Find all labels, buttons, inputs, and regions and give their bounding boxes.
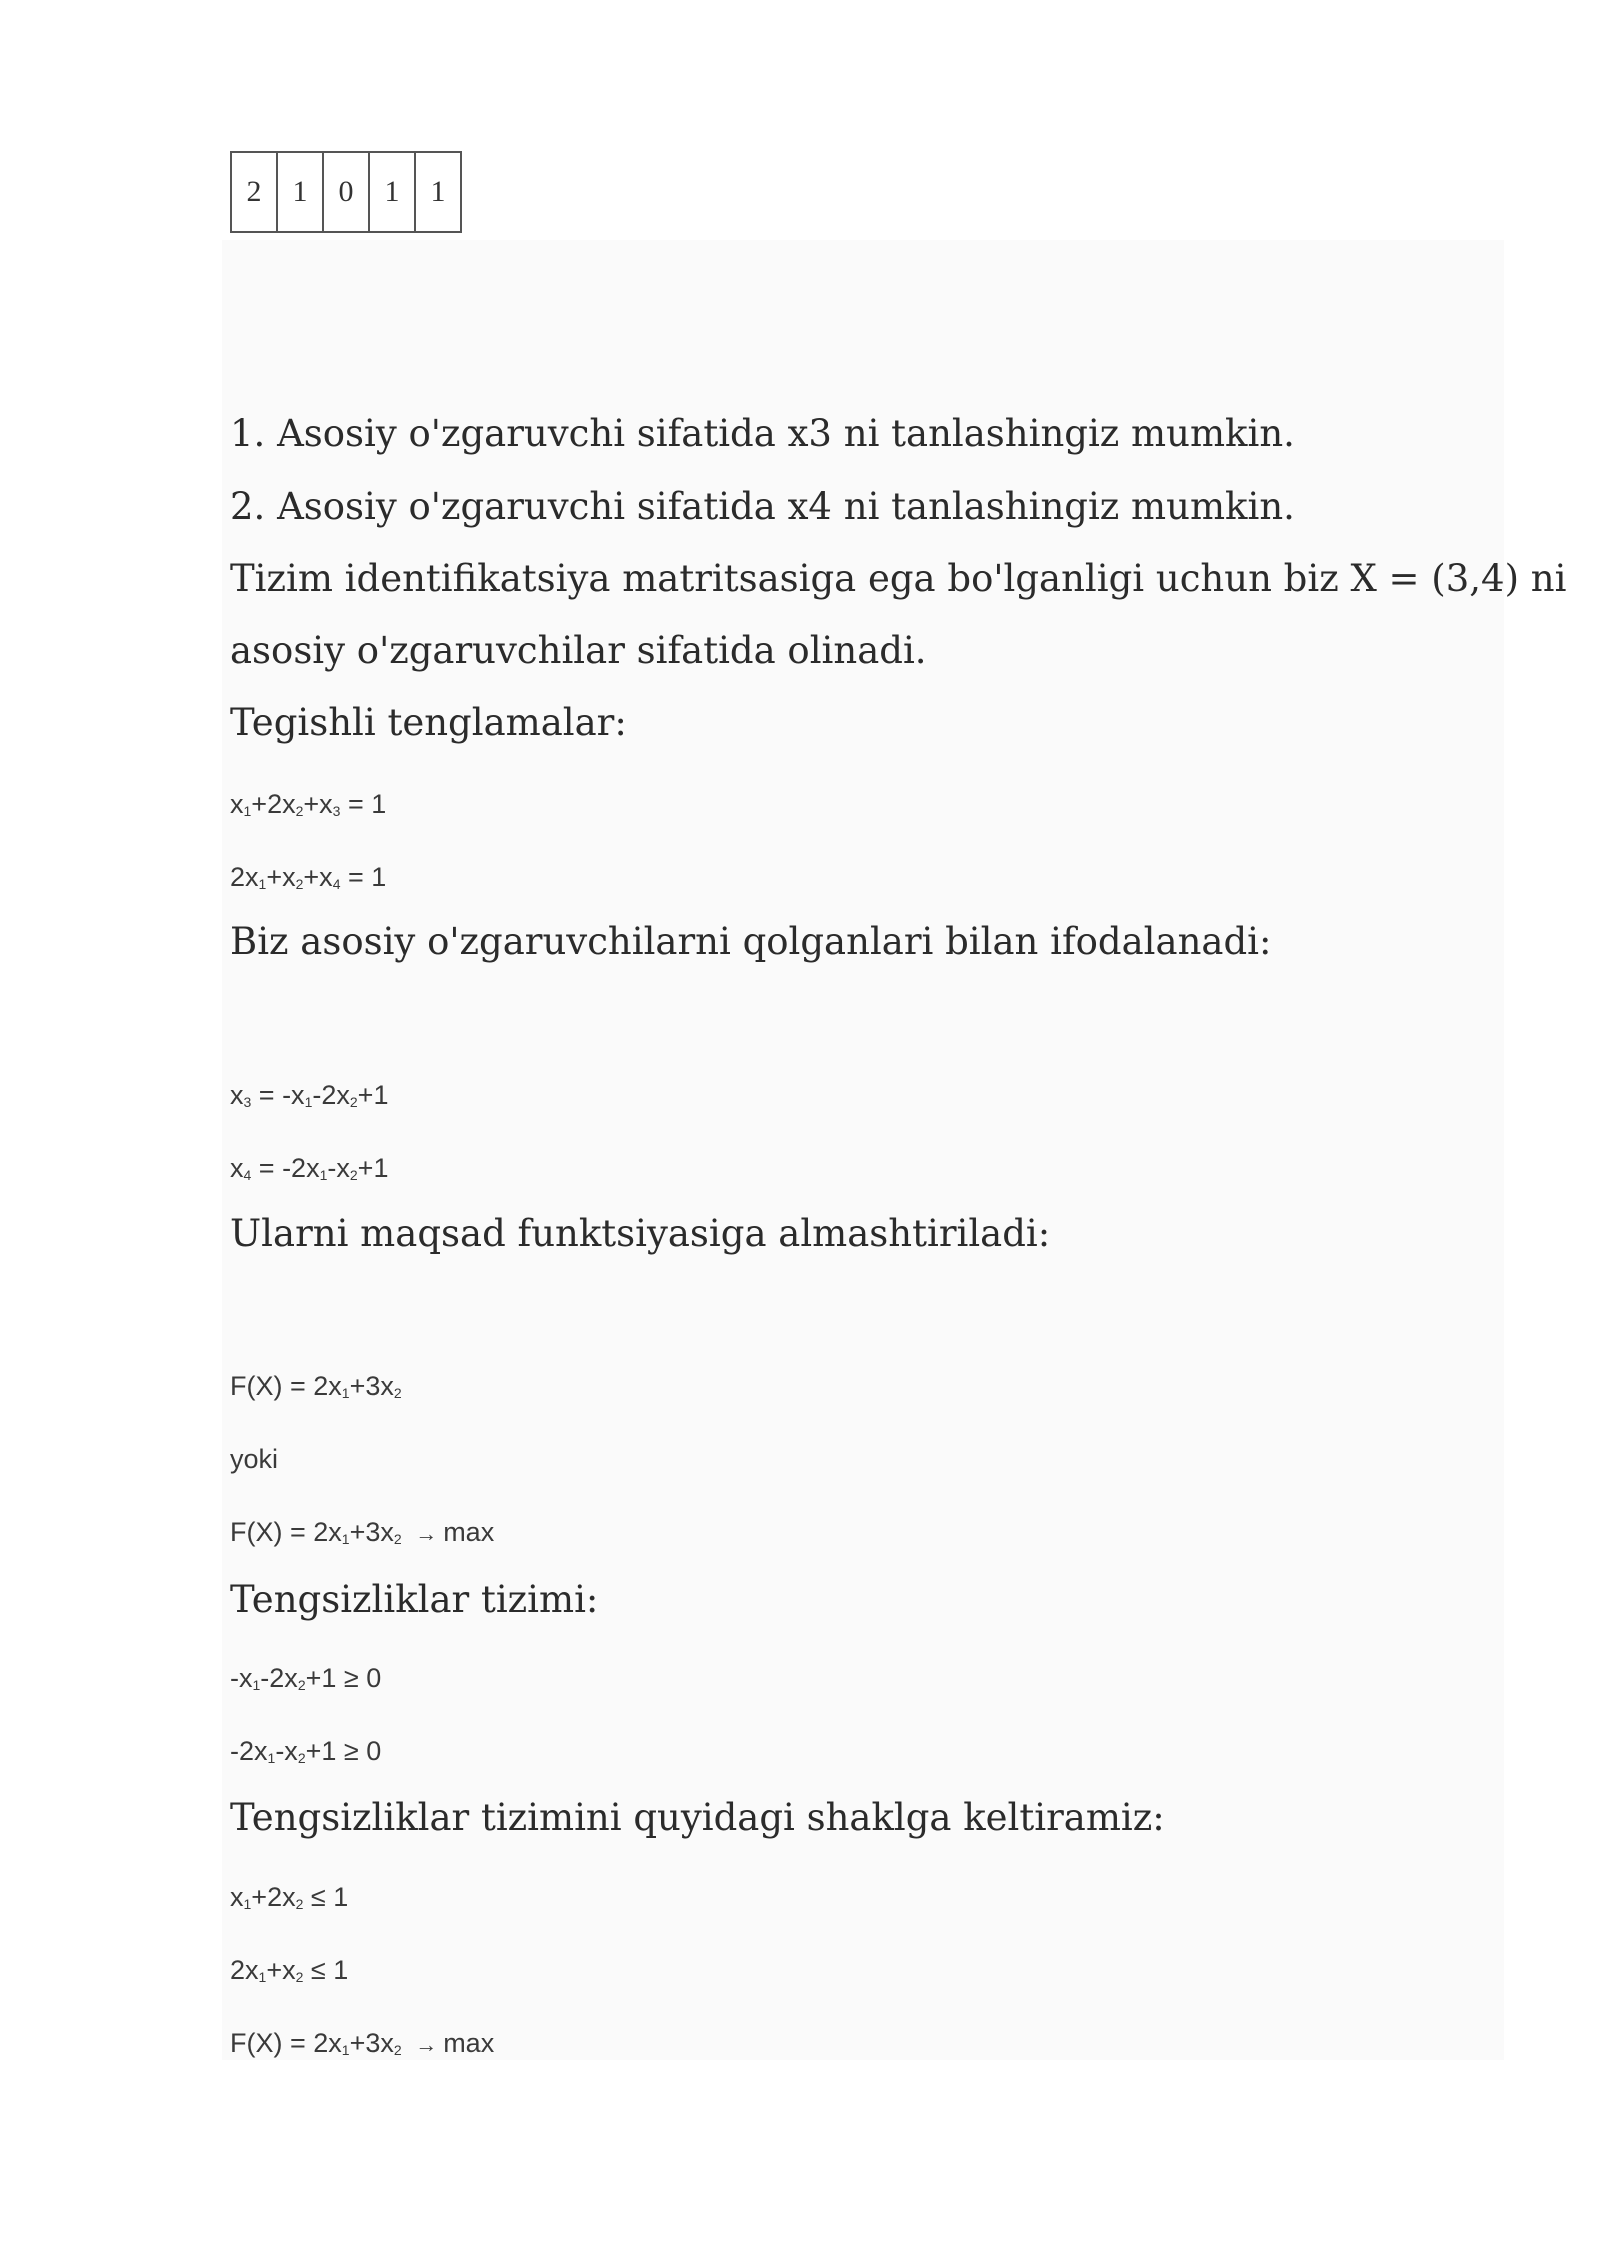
expression-x3: $x_3 = -x_1-2x_2+1$ [230,1080,389,1110]
heading-inequalities: Tengsizliklar tizimi: [230,1578,599,1621]
table-cell: 1 [369,152,415,232]
objective-max-2-lhs: F(X) = 2x [230,2028,342,2058]
expression-x4: $x_4 = -2x_1-x_2+1$ [230,1153,389,1183]
heading-substitute: Ularni maqsad funktsiyasiga almashtiriladi: [230,1212,1051,1255]
heading-express: Biz asosiy o'zgaruvchilarni qolganlari bilan ifodalanadi: [230,920,1272,963]
expression-x4-rhs: = -2x [251,1153,320,1183]
heading-equations: Tegishli tenglamalar: [230,701,627,744]
equation-1: $x_1+2x_2+x_3 = 1$ [230,789,387,819]
inequality-1-rhs: ≥ 0 [336,1663,382,1693]
table-cell: 0 [323,152,369,232]
objective-lhs: F(X) = 2x [230,1371,342,1401]
table-cell: 1 [277,152,323,232]
list-item-1: 1. Asosiy o'zgaruvchi sifatida x3 ni tanlashingiz mumkin. [230,412,1295,455]
paragraph-line-1: Tizim identifikatsiya matritsasiga ega bo'lganligi uchun biz X = (3,4) ni [230,557,1567,600]
objective-function: $F(X) = 2x_1+3x_2$ [230,1371,402,1401]
max-label: max [443,2028,495,2058]
equation-1-rhs: = 1 [340,789,387,819]
equation-2-rhs: = 1 [340,862,387,892]
reduced-inequality-1-rhs: ≤ 1 [303,1882,349,1912]
reduced-inequality-2: $2x_1+x_2 \le 1$ [230,1955,349,1985]
heading-reduce: Tengsizliklar tizimini quyidagi shaklga keltiramiz: [230,1796,1165,1839]
inequality-1: $-x_1-2x_2+1 \ge 0$ [230,1663,382,1693]
table-cell: 2 [231,152,277,232]
equation-2: $2x_1+x_2+x_4 = 1$ [230,862,387,892]
arrow-icon: → [415,1521,438,1546]
arrow-icon: → [415,2032,438,2057]
objective-max-1-lhs: F(X) = 2x [230,1517,342,1547]
or-text: yoki [230,1444,279,1474]
objective-max-2: $F(X) = 2x_1+3x_2 \to \max$ [230,2028,495,2058]
table-cell: 1 [415,152,461,232]
list-item-2: 2. Asosiy o'zgaruvchi sifatida x4 ni tanlashingiz mumkin. [230,485,1295,528]
reduced-inequality-1: $x_1+2x_2 \le 1$ [230,1882,349,1912]
max-label: max [443,1517,495,1547]
table-row [231,152,461,232]
reduced-inequality-2-rhs: ≤ 1 [303,1955,349,1985]
expression-x3-rhs: = -x [251,1080,305,1110]
objective-max-1: $F(X) = 2x_1+3x_2 \to \max$ [230,1517,495,1547]
paragraph-line-2: asosiy o'zgaruvchilar sifatida olinadi. [230,629,927,672]
inequality-2: $-2x_1-x_2+1 \ge 0$ [230,1736,382,1766]
inequality-2-rhs: ≥ 0 [336,1736,382,1766]
digits-table [230,151,462,233]
